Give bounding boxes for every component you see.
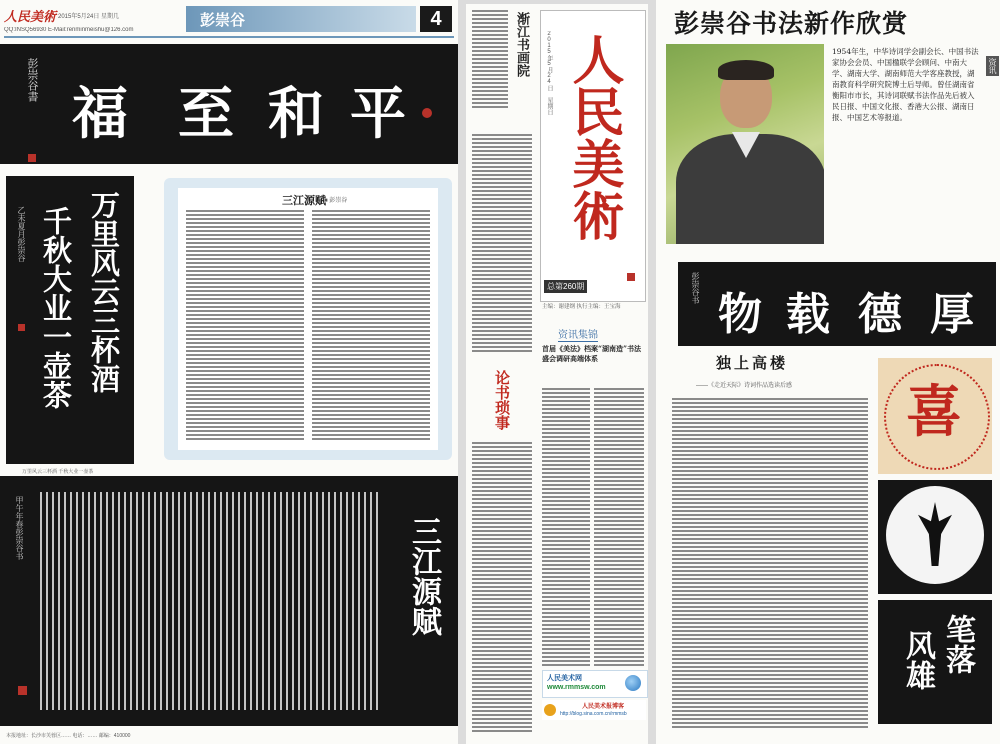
page-number: 4 — [420, 6, 452, 32]
right-article-subtitle: ——《走近天际》诗词作品选读后感 — [696, 383, 793, 389]
bottom-seal — [18, 686, 27, 695]
small-work-char-4: 雄 — [900, 660, 935, 690]
masthead-seal — [627, 273, 635, 281]
banner-work-char-2: 德 — [858, 289, 902, 340]
editors: 主编：谢建纲 执行主编：王宝海 — [542, 304, 621, 310]
masthead-logo: 人民美術 — [4, 10, 57, 25]
banner-char-3: 和 — [268, 81, 324, 147]
globe-icon — [625, 675, 641, 691]
masthead-meta: 2015年5月24日 星期几 — [58, 14, 120, 20]
blog-ad — [542, 700, 646, 720]
narrow-col-text-1 — [472, 10, 508, 110]
bottom-inscription: 甲午年春彭崇谷书 — [15, 496, 24, 560]
bio-text: 1954年生，中华诗词学会副会长、中国书法家协会会员、中国楹联学会顾问、中南大学、湖南大学、湖南师范大学客座教授，湖南教育科学研究院博士后导师。曾任湖南省衡阳市市长，其诗词联赋书法作品先后被入民日报、中国文化报、香港大公报、湖南日报、中国艺术等报道。 — [832, 47, 979, 122]
small-work-col-2 — [898, 630, 936, 690]
side-label: 资讯 — [988, 58, 997, 74]
bottom-calligraphy-script — [40, 492, 380, 710]
issue-label: 总第260期 — [544, 280, 587, 293]
website-ad — [542, 670, 648, 698]
banner-work-char-3: 载 — [786, 289, 830, 340]
blog-url[interactable]: http://blog.sina.com.cn/rmmsb — [560, 711, 627, 717]
left-footer: 本报地址：长沙市芙蓉区…… 电话：…… 邮编：410000 — [6, 733, 131, 739]
header-rule — [4, 36, 454, 38]
left-page — [0, 0, 458, 744]
banner-char-4: 平 — [350, 81, 406, 147]
bottom-calligraphy — [0, 476, 458, 726]
masthead-side-info: 2015年5月24日 星期日 — [546, 31, 552, 115]
couplet-seal — [18, 324, 25, 331]
couplet-caption: 万里风云三杯酒 千秋大业一壶茶 — [22, 469, 94, 475]
banner-char-1: 福 — [72, 81, 128, 147]
narrow-column — [468, 4, 534, 740]
portrait-photo — [666, 44, 824, 244]
banner-inscription-right: 彭崇谷书 — [691, 272, 700, 304]
banner-work-char-4: 物 — [718, 289, 762, 340]
header-tab — [186, 6, 416, 32]
header-contact: QQ:INSQ56930 E-Mail:renminmeishu@126.com — [4, 27, 134, 33]
news-body-1 — [542, 388, 590, 668]
banner-calligraphy — [678, 262, 996, 346]
small-work-col-1 — [938, 614, 976, 674]
couplet-inscription: 乙未夏月彭崇谷 — [17, 206, 26, 262]
banner-seal-right — [422, 108, 432, 118]
article-body-col-2 — [312, 210, 430, 442]
top-banner-calligraphy — [0, 44, 458, 164]
red-seal-character: 喜 — [906, 379, 962, 445]
banner-inscription: 彭崇谷書 — [26, 58, 39, 102]
vertical-header: 渐江书画院 — [514, 12, 529, 77]
small-work-char-1: 笔 — [940, 614, 975, 644]
couplet-left-line: 千秋大业一壶茶 — [39, 206, 73, 409]
right-article-body — [672, 398, 868, 730]
red-seal-work — [878, 358, 992, 474]
small-work-char-3: 风 — [900, 630, 935, 660]
banner-char-2: 至 — [178, 81, 234, 147]
narrow-col-text-3 — [472, 442, 532, 732]
right-page — [656, 0, 1000, 744]
portrait-hair — [718, 60, 774, 80]
banner-seal — [28, 154, 36, 162]
article-body-col-1 — [186, 210, 304, 442]
couplet-right-line: 万里风云三杯酒 — [87, 190, 121, 393]
couplet-calligraphy — [6, 176, 134, 464]
header-tab-label: 彭崇谷 — [200, 11, 246, 29]
small-work-char-2: 落 — [940, 644, 975, 674]
news-body-2 — [594, 388, 644, 668]
round-seal-work — [878, 480, 992, 594]
article-title: 三江源赋 — [282, 194, 326, 207]
narrow-col-text-2 — [472, 134, 532, 354]
website-ad-url[interactable]: www.rmmsw.com — [547, 684, 606, 691]
banner-work-char-1: 厚 — [930, 289, 974, 340]
news-headline: 首届《美法》档案“湖南造”书法盛会调研高端体系 — [542, 344, 642, 363]
bottom-calligraphy-title: 三江源赋 — [406, 516, 441, 636]
calligraphy-work-small — [878, 600, 992, 724]
masthead-block — [540, 10, 646, 302]
article-author: ■ 彭崇谷 — [324, 198, 348, 204]
middle-page — [466, 4, 648, 744]
article-box — [164, 178, 452, 460]
right-article-title: 独上高楼 — [716, 354, 789, 372]
blog-title: 人民美术报博客 — [582, 703, 625, 710]
blog-icon — [544, 704, 556, 716]
website-ad-title: 人民美术网 — [547, 673, 582, 682]
column-title: 论书琐事 — [493, 370, 511, 430]
masthead-title: 人民美術 — [563, 33, 624, 241]
right-headline: 彭崇谷书法新作欣赏 — [674, 9, 909, 38]
section-title: 资讯集锦 — [558, 326, 598, 342]
